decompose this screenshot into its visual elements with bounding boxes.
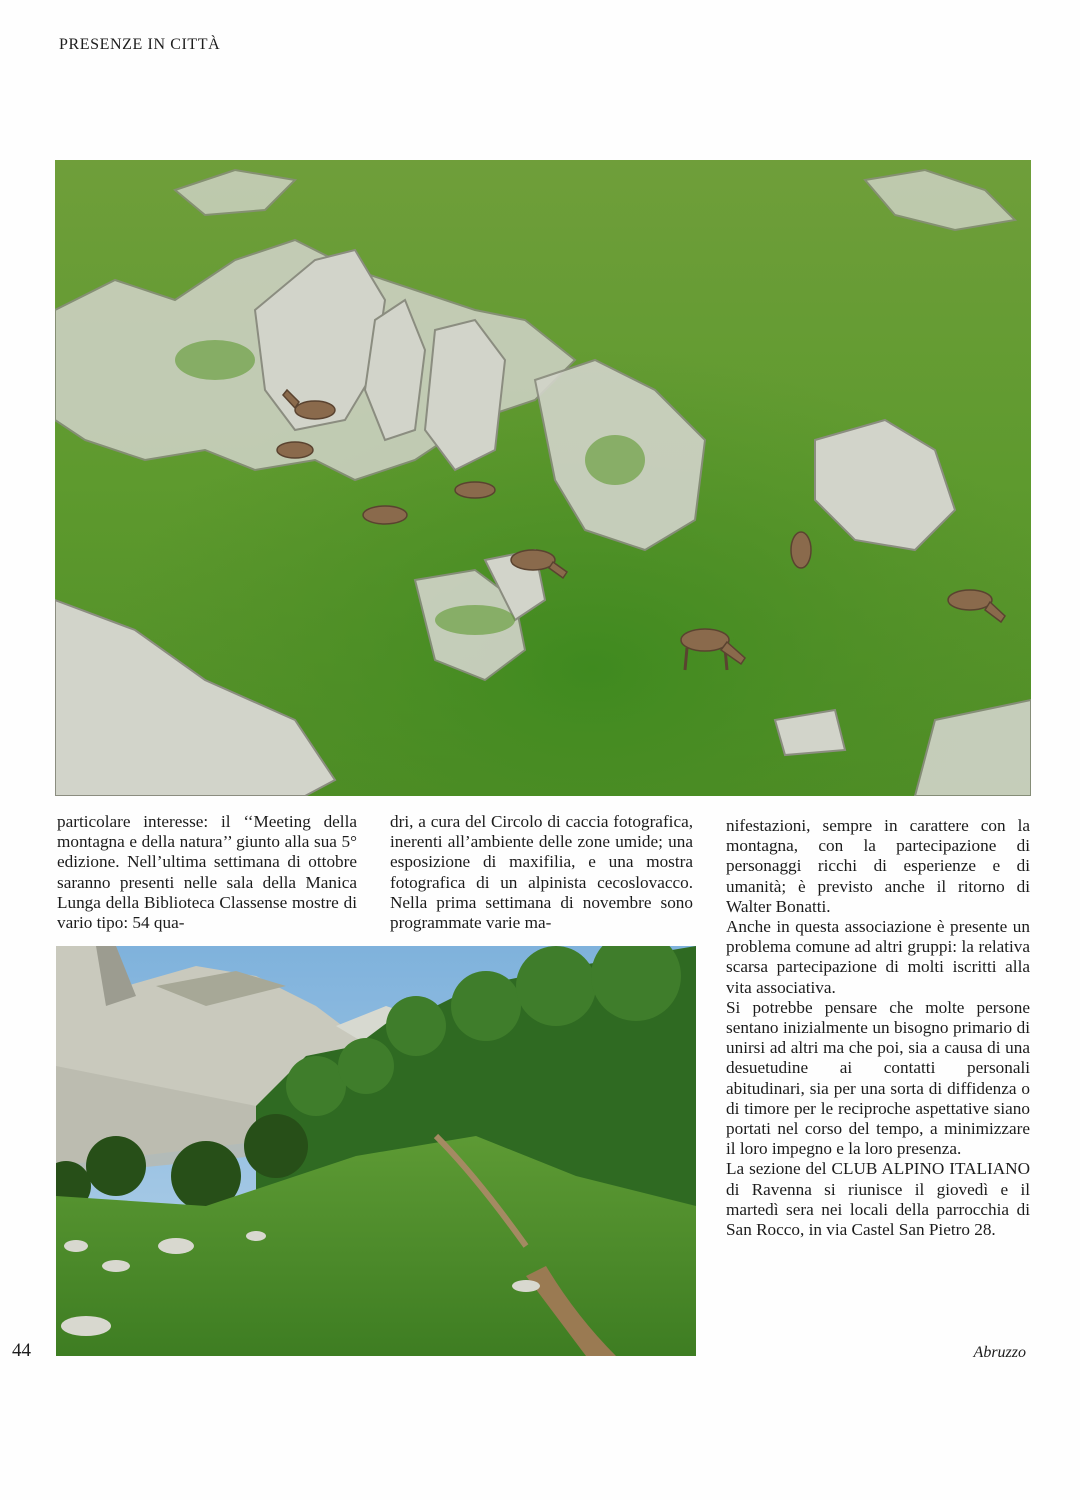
- column-3-paragraph: La sezione del CLUB ALPINO ITALIANO di Ravenna si riunisce il giovedì e il martedì sera nei locali della parrocchia di San Rocco, in via Castel San Pietro 28.: [726, 1159, 1030, 1240]
- article-column-3: [726, 816, 1030, 1240]
- column-3-paragraph: Anche in questa associazione è presente un problema comune ad altri gruppi: la relativa scarsa partecipazione di molti iscritti alla vita associativa.: [726, 917, 1030, 997]
- photo-caption: Abruzzo: [973, 1344, 1026, 1361]
- article-column-1: [57, 812, 357, 933]
- chamois-meadow-photo: [55, 160, 1031, 796]
- column-3-paragraph: Si potrebbe pensare che molte persone sentano inizialmente un bisogno primario di unirsi ad altri ma che poi, sia a causa di una desuetudine ai contatti personali abitudinari, sia per una sorta di diffidenza o di timore per le reciproche aspettative siano portati nel corso del tempo, a minimizzare il loro impegno e la loro presenza.: [726, 997, 1030, 1159]
- article-column-2: [390, 812, 693, 933]
- column-1-text: particolare interesse: il ‘‘Meeting della montagna e della natura’’ giunto alla sua 5° edizione. Nell’ultima settimana di ottobre saranno presenti nelle sala della Manica Lunga della Biblioteca Classense mostre di vario tipo: 54 qua-: [57, 812, 357, 933]
- section-header: PRESENZE IN CITTÀ: [59, 36, 221, 53]
- column-3-paragraph: nifestazioni, sempre in carattere con la montagna, con la partecipazione di personaggi ricchi di esperienze e di umanità; è previsto anche il ritorno di Walter Bonatti.: [726, 816, 1030, 916]
- page-number: 44: [12, 1340, 31, 1361]
- hiker-valley-photo: [56, 946, 696, 1356]
- column-2-text: dri, a cura del Circolo di caccia fotografica, inerenti all’ambiente delle zone umide; una esposizione di maxifilia, e una mostra fotografica di un alpinista cecoslovacco. Nella prima settimana di novembre sono programmate varie ma-: [390, 812, 693, 933]
